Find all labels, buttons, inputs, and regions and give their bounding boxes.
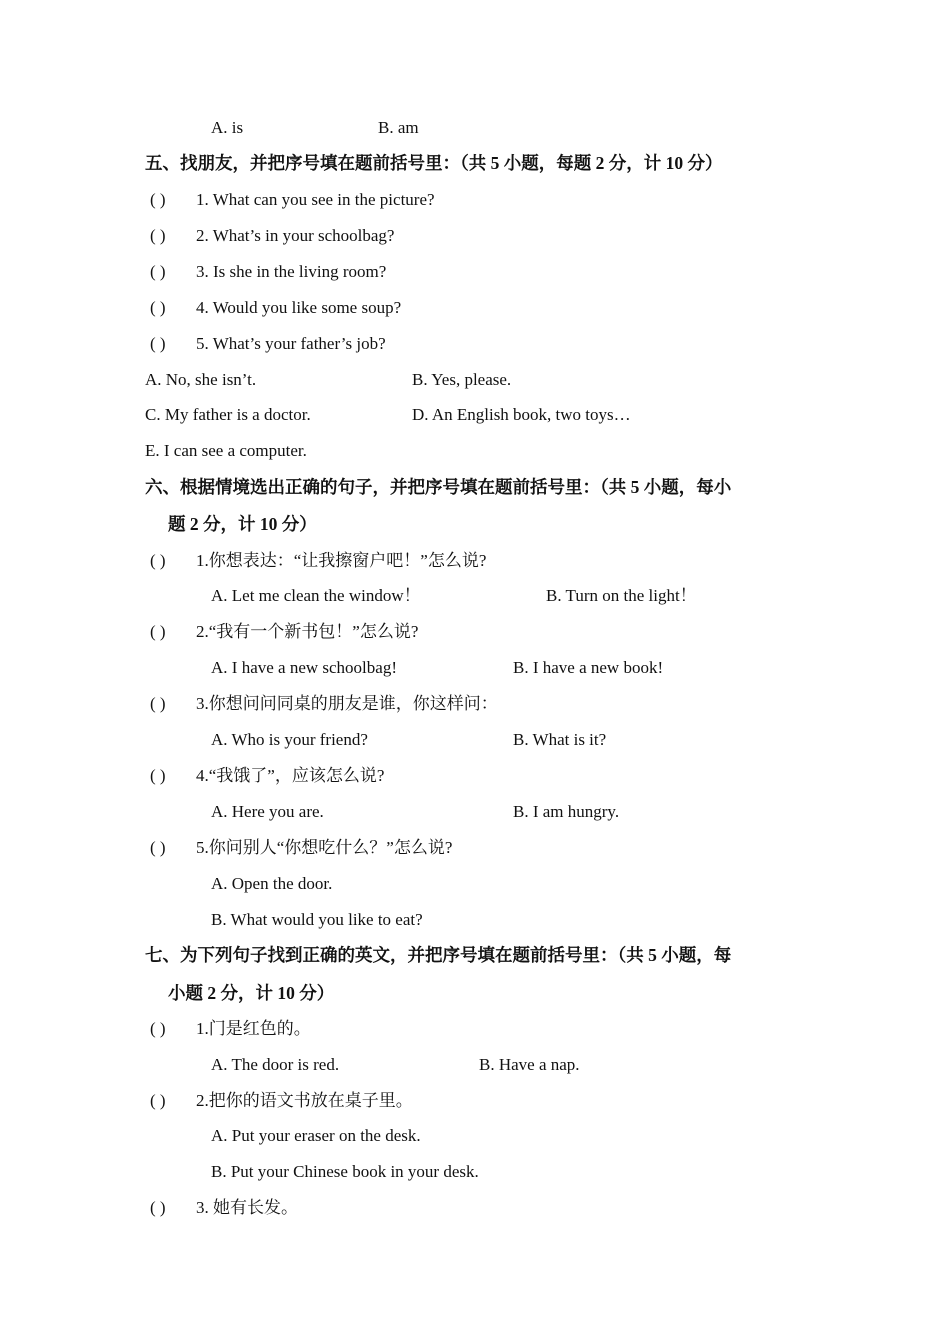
s7-option-a: A. Put your eraser on the desk. [211, 1126, 421, 1145]
answer-blank: ( ) [150, 298, 166, 317]
s6-option-b: B. Turn on the light！ [546, 586, 697, 605]
s6-option-b: B. What would you like to eat? [211, 910, 423, 929]
answer-blank: ( ) [150, 551, 166, 570]
answer-blank: ( ) [150, 334, 166, 353]
s6-option-b: B. I have a new book! [513, 658, 664, 677]
s6-question: ( ) 4.“我饿了”，应该怎么说? [150, 766, 385, 785]
s6-question: ( ) 1.你想表达：“让我擦窗户吧！”怎么说? [150, 551, 487, 570]
s7-question: ( ) 3. 她有长发。 [150, 1198, 298, 1217]
s7-option-a: A. The door is red. [211, 1055, 340, 1074]
s6-option-a: A. I have a new schoolbag! [211, 658, 397, 677]
answer-blank: ( ) [150, 262, 166, 281]
s5-answer: A. No, she isn’t. [145, 370, 257, 389]
s6-option-a: A. Let me clean the window！ [211, 586, 421, 605]
answer-blank: ( ) [150, 694, 166, 713]
s7-option-b: B. Put your Chinese book in your desk. [211, 1162, 479, 1181]
section6-heading-cont: 题 2 分，计 10 分） [168, 514, 317, 534]
s7-option-b: B. Have a nap. [479, 1055, 580, 1074]
s6-option-b: B. I am hungry. [513, 802, 620, 821]
s5-question: ( ) 3. Is she in the living room? [150, 262, 387, 281]
s7-question: ( ) 2.把你的语文书放在桌子里。 [150, 1091, 413, 1110]
s6-option-a: A. Open the door. [211, 874, 333, 893]
s6-option-a: A. Who is your friend? [211, 730, 368, 749]
answer-blank: ( ) [150, 838, 166, 857]
answer-blank: ( ) [150, 766, 166, 785]
answer-blank: ( ) [150, 1198, 166, 1217]
answer-blank: ( ) [150, 190, 166, 209]
answer-blank: ( ) [150, 226, 166, 245]
section7-heading-cont: 小题 2 分，计 10 分） [168, 983, 335, 1003]
s5-question: ( ) 4. Would you like some soup? [150, 298, 402, 317]
answer-blank: ( ) [150, 1019, 166, 1038]
section7-heading: 七、为下列句子找到正确的英文，并把序号填在题前括号里：（共 5 小题，每 [145, 945, 732, 965]
s5-question: ( ) 5. What’s your father’s job? [150, 334, 386, 353]
s5-answer: E. I can see a computer. [145, 441, 307, 460]
section6-heading: 六、根据情境选出正确的句子，并把序号填在题前括号里：（共 5 小题，每小 [145, 477, 732, 497]
s6-question: ( ) 5.你问别人“你想吃什么？”怎么说? [150, 838, 453, 857]
answer-blank: ( ) [150, 622, 166, 641]
s5-question: ( ) 2. What’s in your schoolbag? [150, 226, 395, 245]
s6-question: ( ) 3.你想问问同桌的朋友是谁，你这样问： [150, 694, 498, 713]
answer-blank: ( ) [150, 1091, 166, 1110]
s5-answer: D. An English book, two toys… [412, 405, 631, 424]
s6-option-a: A. Here you are. [211, 802, 324, 821]
s5-question: ( ) 1. What can you see in the picture? [150, 190, 435, 209]
option-b: B. am [378, 118, 419, 137]
s5-answer: B. Yes, please. [412, 370, 512, 389]
option-a: A. is [211, 118, 244, 137]
s7-question: ( ) 1.门是红色的。 [150, 1019, 311, 1038]
section5-heading: 五、找朋友，并把序号填在题前括号里：（共 5 小题，每题 2 分，计 10 分） [145, 153, 723, 173]
s5-answer: C. My father is a doctor. [145, 405, 311, 424]
s6-question: ( ) 2.“我有一个新书包！”怎么说? [150, 622, 419, 641]
s6-option-b: B. What is it? [513, 730, 607, 749]
